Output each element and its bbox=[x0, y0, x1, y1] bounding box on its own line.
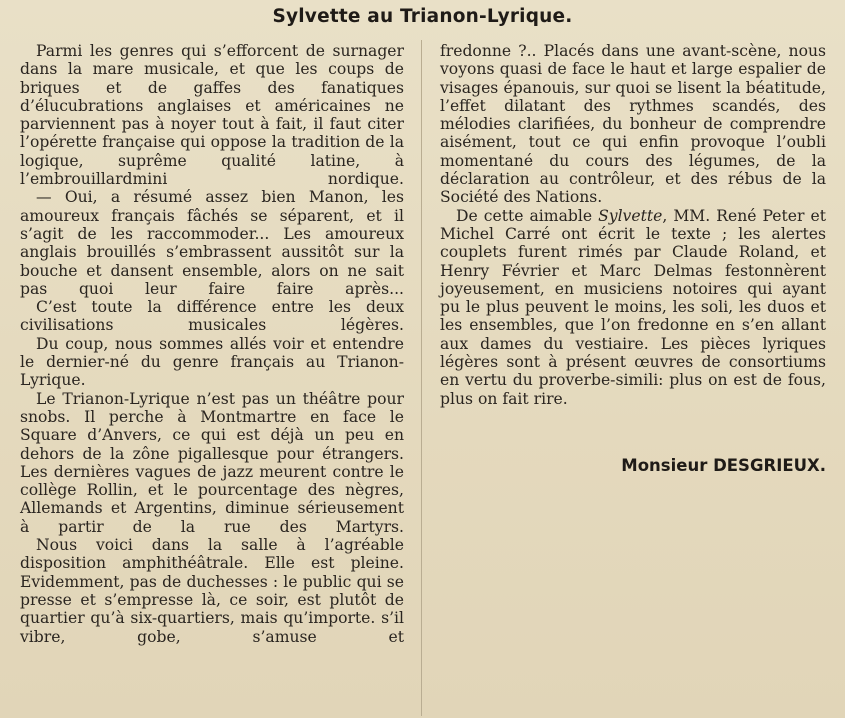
paragraph: Du coup, nous sommes allés voir et entendre le dernier-né du genre français au Trianon-Lyrique. bbox=[20, 334, 404, 390]
paragraph: Parmi les genres qui s’efforcent de surnager dans la mare musicale, et que les coups de briques et de gaffes des fanatiques d’élucubrations anglaises et américaines ne parviennent pas à noyer tout à fait, il faut citer l’opérette française qui oppose la tradition de la logique, suprême qualité latine, à l’embrouillardmini nordique. bbox=[20, 42, 404, 189]
left-column bbox=[20, 42, 404, 646]
show-title-italic: Sylvette bbox=[598, 206, 663, 225]
author-signature bbox=[440, 456, 826, 475]
paragraph: Nous voici dans la salle à l’agréable disposition amphithéâtrale. Elle est pleine. Evidemment, pas de duchesses : le public qui se presse et s’empresse là, ce soir, est plutôt de quartier qu’à six-quartiers, mais qu’importe. s’il vibre, gobe, s’amuse et bbox=[20, 536, 404, 646]
paragraph-text: , MM. René Peter et Michel Carré ont écrit le texte ; les alertes couplets furent rimés par Claude Roland, et Henry Février et Marc Delmas festonnèrent joyeusement, en musiciens notoires qui ayant pu le plus peuvent le moins, les soli, les duos et les ensembles, que l’on fredonne en s’en allant aux dames du vestiaire. Les pièces lyriques légères sont à présent œuvres de consortiums en vertu du proverbe-simili: plus on est de fous, plus on fait rire. bbox=[440, 206, 826, 408]
paragraph: Le Trianon-Lyrique n’est pas un théâtre pour snobs. Il perche à Montmartre en face le Square d’Anvers, ce qui est déjà un peu en dehors de la zône pigallesque pour étrangers. Les dernières vagues de jazz meurent contre le collège Rollin, et le pourcentage des nègres, Allemands et Argentins, diminue sérieusement à partir de la rue des Martyrs. bbox=[20, 389, 404, 536]
signature-prefix: Monsieur bbox=[621, 456, 714, 475]
paragraph: C’est toute la différence entre les deux civilisations musicales légères. bbox=[20, 298, 404, 335]
signature-name: DESGRIEUX. bbox=[713, 456, 826, 475]
right-column bbox=[440, 42, 826, 408]
column-divider bbox=[421, 40, 422, 716]
article-title: Sylvette au Trianon-Lyrique. bbox=[272, 6, 573, 27]
paragraph-text: De cette aimable bbox=[456, 206, 599, 225]
paragraph: — Oui, a résumé assez bien Manon, les amoureux français fâchés se séparent, et il s’agit de les raccommoder... Les amoureux anglais brouillés s’embrassent aussitôt sur la bouche et dansent ensemble, alors on ne sait pas quoi leur faire faire après... bbox=[20, 188, 404, 298]
paragraph: fredonne ?.. Placés dans une avant-scène, nous voyons quasi de face le haut et large espalier de visages épanouis, sur quoi se lisent la béatitude, l’effet dilatant des rythmes scandés, des mélodies clarifiées, du bonheur de comprendre aisément, tout ce qui enfin provoque l’oubli momentané du cours des légumes, de la déclaration au contrôleur, et des rébus de la Société des Nations. bbox=[440, 42, 826, 207]
paragraph bbox=[440, 207, 826, 408]
